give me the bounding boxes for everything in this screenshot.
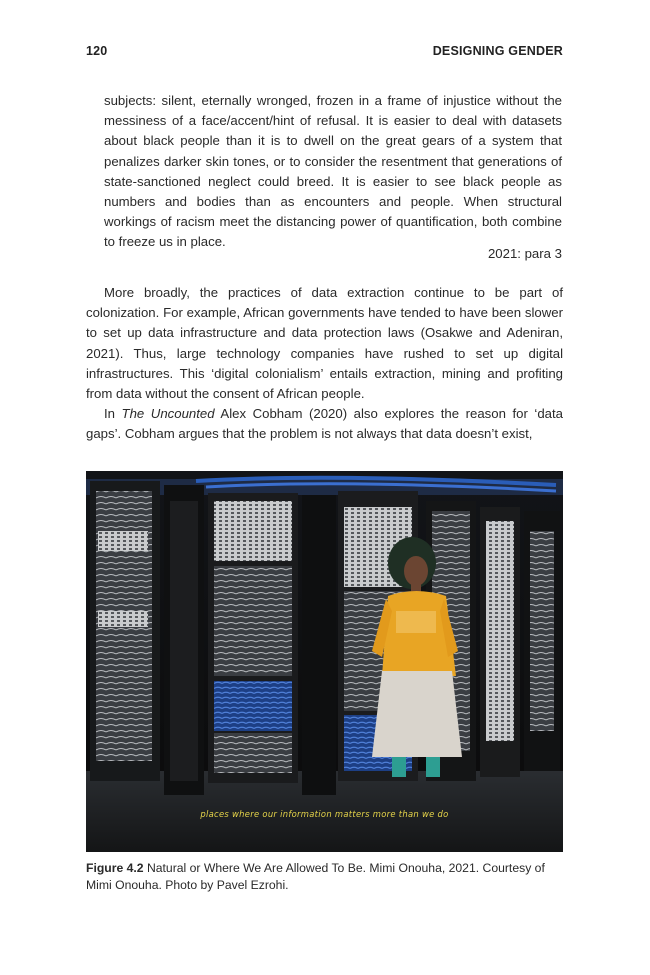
- paragraph: [86, 404, 563, 444]
- paragraph-text: Alex Cobham (2020) also explores the reason for ‘data gaps’. Cobham argues that the problem is not always that data doesn’t exist,: [86, 406, 563, 442]
- paragraph-prefix: In: [104, 406, 122, 422]
- book-title: DESIGNING GENDER: [432, 44, 563, 58]
- block-quote: subjects: silent, eternally wronged, frozen in a frame of injustice without the messiness of a face/accent/hint of refusal. It is easier to deal with datasets about black people than it is to dwell on the great gears of a system that penalizes darker skin tones, or to consider the resentment that generations of state-sanctioned neglect could breed. It is easier to see black people as numbers and bodies than as encounters and people. When structural workings of racism meet the distancing power of quantification, both combine to freeze us in place.: [104, 93, 562, 250]
- page-number: 120: [86, 44, 108, 58]
- book-title-italic: The Uncounted: [121, 406, 215, 422]
- figure-photo: [86, 471, 563, 852]
- paragraph: More broadly, the practices of data extraction continue to be part of colonization. For example, African governments have tended to have been slower to set up data infrastructure and data protection laws (Osakwe and Adeniran, 2021). Thus, large technology companies have rushed to set up digital infrastructures. This ‘digital colonialism’ entails extraction, mining and profiting from data without the consent of African people.: [86, 285, 563, 402]
- photo-overlay-text: places where our information matters more than we do: [200, 809, 449, 819]
- server-room-photo: [86, 471, 563, 852]
- running-head: [86, 44, 563, 62]
- figure-caption: [86, 860, 563, 893]
- figure-caption-text: Natural or Where We Are Allowed To Be. Mimi Onouha, 2021. Courtesy of Mimi Onouha. Photo by Pavel Ezrohi.: [86, 861, 545, 892]
- quote-citation: 2021: para 3: [487, 246, 562, 261]
- body-text: [86, 283, 563, 445]
- figure-label: Figure 4.2: [86, 861, 144, 875]
